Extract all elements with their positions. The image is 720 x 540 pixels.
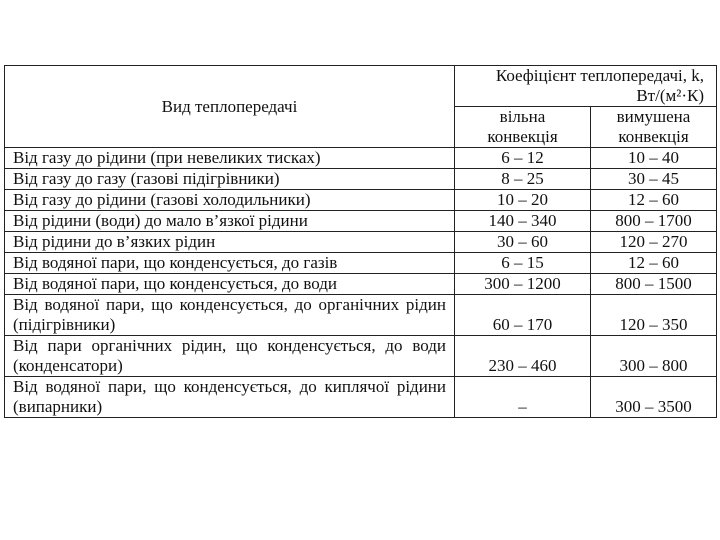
table-row — [5, 336, 717, 377]
free-convection-value: 6 – 15 — [455, 253, 591, 274]
coefficient-unit: Вт/(м²·К) — [636, 86, 704, 105]
table-row — [5, 169, 717, 190]
free-convection-value: 10 – 20 — [455, 190, 591, 211]
forced-convection-value: 300 – 3500 — [591, 377, 717, 418]
heat-transfer-coefficient-header — [455, 66, 717, 107]
heat-transfer-type-cell: Від рідини (води) до мало в’язкої рідини — [5, 211, 455, 232]
forced-convection-value: 800 – 1700 — [591, 211, 717, 232]
forced-convection-value: 800 – 1500 — [591, 274, 717, 295]
free-convection-value: 300 – 1200 — [455, 274, 591, 295]
table-row — [5, 211, 717, 232]
heat-transfer-type-cell: Від газу до рідини (при невеликих тисках) — [5, 148, 455, 169]
table-row — [5, 295, 717, 336]
free-convection-header: вільна конвекція — [455, 107, 591, 148]
heat-transfer-coefficient-table — [4, 65, 717, 418]
table-row — [5, 253, 717, 274]
heat-transfer-type-cell: Від пари органічних рідин, що конденсується, до води (конденсатори) — [5, 336, 455, 377]
table-row — [5, 148, 717, 169]
free-convection-value: 60 – 170 — [455, 295, 591, 336]
coefficient-label: Коефіцієнт теплопередачі, k, — [495, 66, 704, 85]
table-row — [5, 274, 717, 295]
table-row — [5, 232, 717, 253]
free-convection-value: 6 – 12 — [455, 148, 591, 169]
heat-transfer-type-cell: Від водяної пари, що конденсується, до киплячої рідини (випарники) — [5, 377, 455, 418]
forced-convection-header: вимушена конвекція — [591, 107, 717, 148]
free-convection-value: 140 – 340 — [455, 211, 591, 232]
heat-transfer-type-header: Вид теплопередачі — [5, 66, 455, 148]
free-convection-value: 8 – 25 — [455, 169, 591, 190]
free-convection-value: – — [455, 377, 591, 418]
table-row — [5, 190, 717, 211]
heat-transfer-type-cell: Від водяної пари, що конденсується, до води — [5, 274, 455, 295]
heat-transfer-table-container — [4, 65, 716, 418]
forced-convection-value: 120 – 270 — [591, 232, 717, 253]
heat-transfer-type-cell: Від газу до газу (газові підігрівники) — [5, 169, 455, 190]
heat-transfer-type-cell: Від водяної пари, що конденсується, до газів — [5, 253, 455, 274]
forced-convection-value: 120 – 350 — [591, 295, 717, 336]
forced-convection-value: 30 – 45 — [591, 169, 717, 190]
forced-convection-value: 10 – 40 — [591, 148, 717, 169]
forced-convection-value: 12 – 60 — [591, 190, 717, 211]
forced-convection-value: 12 – 60 — [591, 253, 717, 274]
heat-transfer-type-cell: Від водяної пари, що конденсується, до органічних рідин (підігрівники) — [5, 295, 455, 336]
heat-transfer-type-cell: Від рідини до в’язких рідин — [5, 232, 455, 253]
free-convection-value: 230 – 460 — [455, 336, 591, 377]
forced-convection-value: 300 – 800 — [591, 336, 717, 377]
table-row — [5, 377, 717, 418]
free-convection-value: 30 – 60 — [455, 232, 591, 253]
heat-transfer-type-cell: Від газу до рідини (газові холодильники) — [5, 190, 455, 211]
